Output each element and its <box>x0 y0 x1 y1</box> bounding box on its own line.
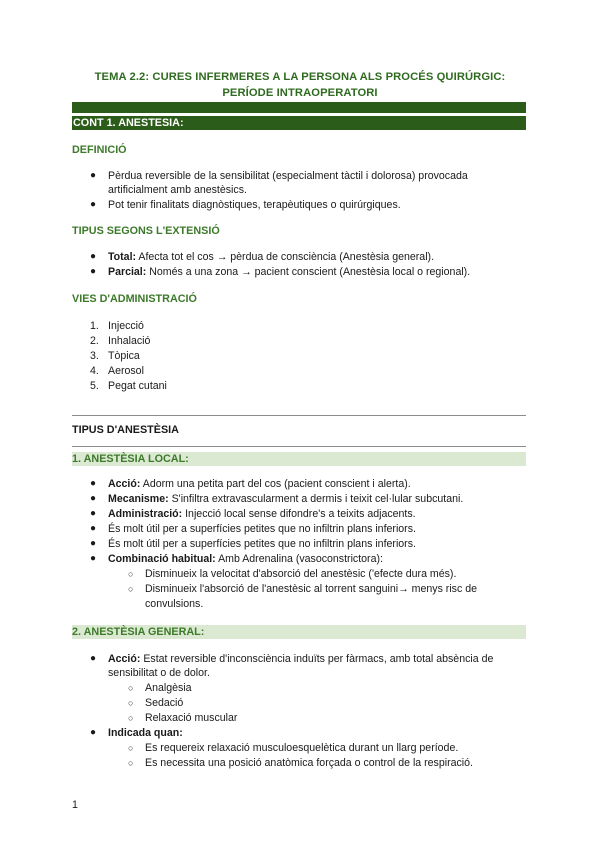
extensio-parcial-text: Només a una zona → pacient conscient (Anestèsia local o regional). <box>146 266 471 278</box>
local-item-util-2: És molt útil per a superfícies petites que no infiltrin plans inferiors. <box>108 538 416 550</box>
vies-num-1: 1. <box>90 320 99 332</box>
vies-num-3: 3. <box>90 350 99 362</box>
page-number: 1 <box>72 799 78 811</box>
general-item-accio <box>108 652 526 666</box>
general-indicada-label: Indicada quan: <box>108 727 183 739</box>
general-accio-sub-1: Analgèsia <box>145 682 192 694</box>
local-administracio-label: Administració: <box>108 508 183 520</box>
circle-bullet-icon: ○ <box>128 698 134 708</box>
vies-num-2: 2. <box>90 335 99 347</box>
bullet-icon: ● <box>90 266 97 277</box>
local-item-accio <box>108 477 526 491</box>
definicio-item-2: Pot tenir finalitats diagnòstiques, terapèutiques o quirúrgiques. <box>108 199 401 211</box>
local-combinacio-label: Combinació habitual: <box>108 553 216 565</box>
definicio-item-1: Pèrdua reversible de la sensibilitat (especialment tàctil i dolorosa) provocada <box>108 170 468 182</box>
bullet-icon: ● <box>90 553 97 564</box>
local-subitem-1: Disminueix la velocitat d'absorció del anestèsic ('efecte dura més). <box>145 568 457 580</box>
bullet-icon: ● <box>90 727 97 738</box>
bullet-icon: ● <box>90 170 97 181</box>
vies-item-5: Pegat cutani <box>108 380 167 392</box>
vies-item-4: Aerosol <box>108 365 144 377</box>
doc-title-line1: TEMA 2.2: CURES INFERMERES A LA PERSONA ALS PROCÉS QUIRÚRGIC: <box>94 71 506 83</box>
general-accio-text-cont: sensibilitat o de dolor. <box>108 667 210 679</box>
local-item-administracio <box>108 507 526 521</box>
bullet-icon: ● <box>90 538 97 549</box>
vies-item-1: Injecció <box>108 320 144 332</box>
local-accio-text: Adorm una petita part del cos (pacient conscient i alerta). <box>140 478 411 490</box>
general-accio-sub-3: Relaxació muscular <box>145 712 238 724</box>
circle-bullet-icon: ○ <box>128 713 134 723</box>
vies-heading: VIES D'ADMINISTRACIÓ <box>72 293 197 305</box>
circle-bullet-icon: ○ <box>128 683 134 693</box>
title-divider-bar <box>72 102 526 113</box>
general-accio-label: Acció: <box>108 653 141 665</box>
horizontal-rule <box>72 446 526 447</box>
vies-num-5: 5. <box>90 380 99 392</box>
vies-item-3: Tòpica <box>108 350 140 362</box>
general-accio-sub-2: Sedació <box>145 697 184 709</box>
definicio-item-1-cont: artificialment amb anestèsics. <box>108 184 247 196</box>
general-indicada-sub-1: Es requereix relaxació musculoesquelètica durant un llarg període. <box>145 742 459 754</box>
local-combinacio-text: Amb Adrenalina (vasoconstrictora): <box>215 553 383 565</box>
vies-item-2: Inhalació <box>108 335 151 347</box>
tipus-anestesia-heading: TIPUS D'ANESTÈSIA <box>72 424 179 436</box>
circle-bullet-icon: ○ <box>128 743 134 753</box>
bullet-icon: ● <box>90 199 97 210</box>
circle-bullet-icon: ○ <box>128 569 134 579</box>
bullet-icon: ● <box>90 523 97 534</box>
circle-bullet-icon: ○ <box>128 758 134 768</box>
local-subitem-2-cont: convulsions. <box>145 598 204 610</box>
bullet-icon: ● <box>90 478 97 489</box>
local-item-combinacio <box>108 552 526 566</box>
local-item-util-1: És molt útil per a superfícies petites que no infiltrin plans inferiors. <box>108 523 416 535</box>
bullet-icon: ● <box>90 493 97 504</box>
definicio-heading: DEFINICIÓ <box>72 144 127 156</box>
horizontal-rule <box>72 415 526 416</box>
local-administracio-text: Injecció local sense difondre's a teixits adjacents. <box>182 508 416 520</box>
general-accio-text: Estat reversible d'inconsciència induïts per fàrmacs, amb total absència de <box>140 653 494 665</box>
vies-num-4: 4. <box>90 365 99 377</box>
extensio-item-parcial <box>108 265 526 279</box>
bullet-icon: ● <box>90 653 97 664</box>
general-heading: 2. ANESTÈSIA GENERAL: <box>72 625 526 639</box>
cont-heading: CONT 1. ANESTESIA: <box>72 116 526 130</box>
local-mecanisme-label: Mecanisme: <box>108 493 169 505</box>
local-mecanisme-text: S'infiltra extravascularment a dermis i teixit cel·lular subcutani. <box>168 493 464 505</box>
extensio-heading: TIPUS SEGONS L'EXTENSIÓ <box>72 225 220 237</box>
circle-bullet-icon: ○ <box>128 584 134 594</box>
extensio-total-text: Afecta tot el cos → pèrdua de consciència (Anestèsia general). <box>136 251 435 263</box>
extensio-parcial-label: Parcial: <box>108 266 147 278</box>
general-indicada-sub-2: Es necessita una posició anatòmica forçada o control de la respiració. <box>145 757 473 769</box>
extensio-item-total <box>108 250 526 264</box>
local-item-mecanisme <box>108 492 526 506</box>
bullet-icon: ● <box>90 508 97 519</box>
extensio-total-label: Total: <box>108 251 137 263</box>
local-heading: 1. ANESTÈSIA LOCAL: <box>72 452 526 466</box>
local-accio-label: Acció: <box>108 478 141 490</box>
local-subitem-2: Disminueix l'absorció de l'anestèsic al torrent sanguini→ menys risc de <box>145 583 478 595</box>
bullet-icon: ● <box>90 251 97 262</box>
doc-title-line2: PERÍODE INTRAOPERATORI <box>222 87 378 99</box>
